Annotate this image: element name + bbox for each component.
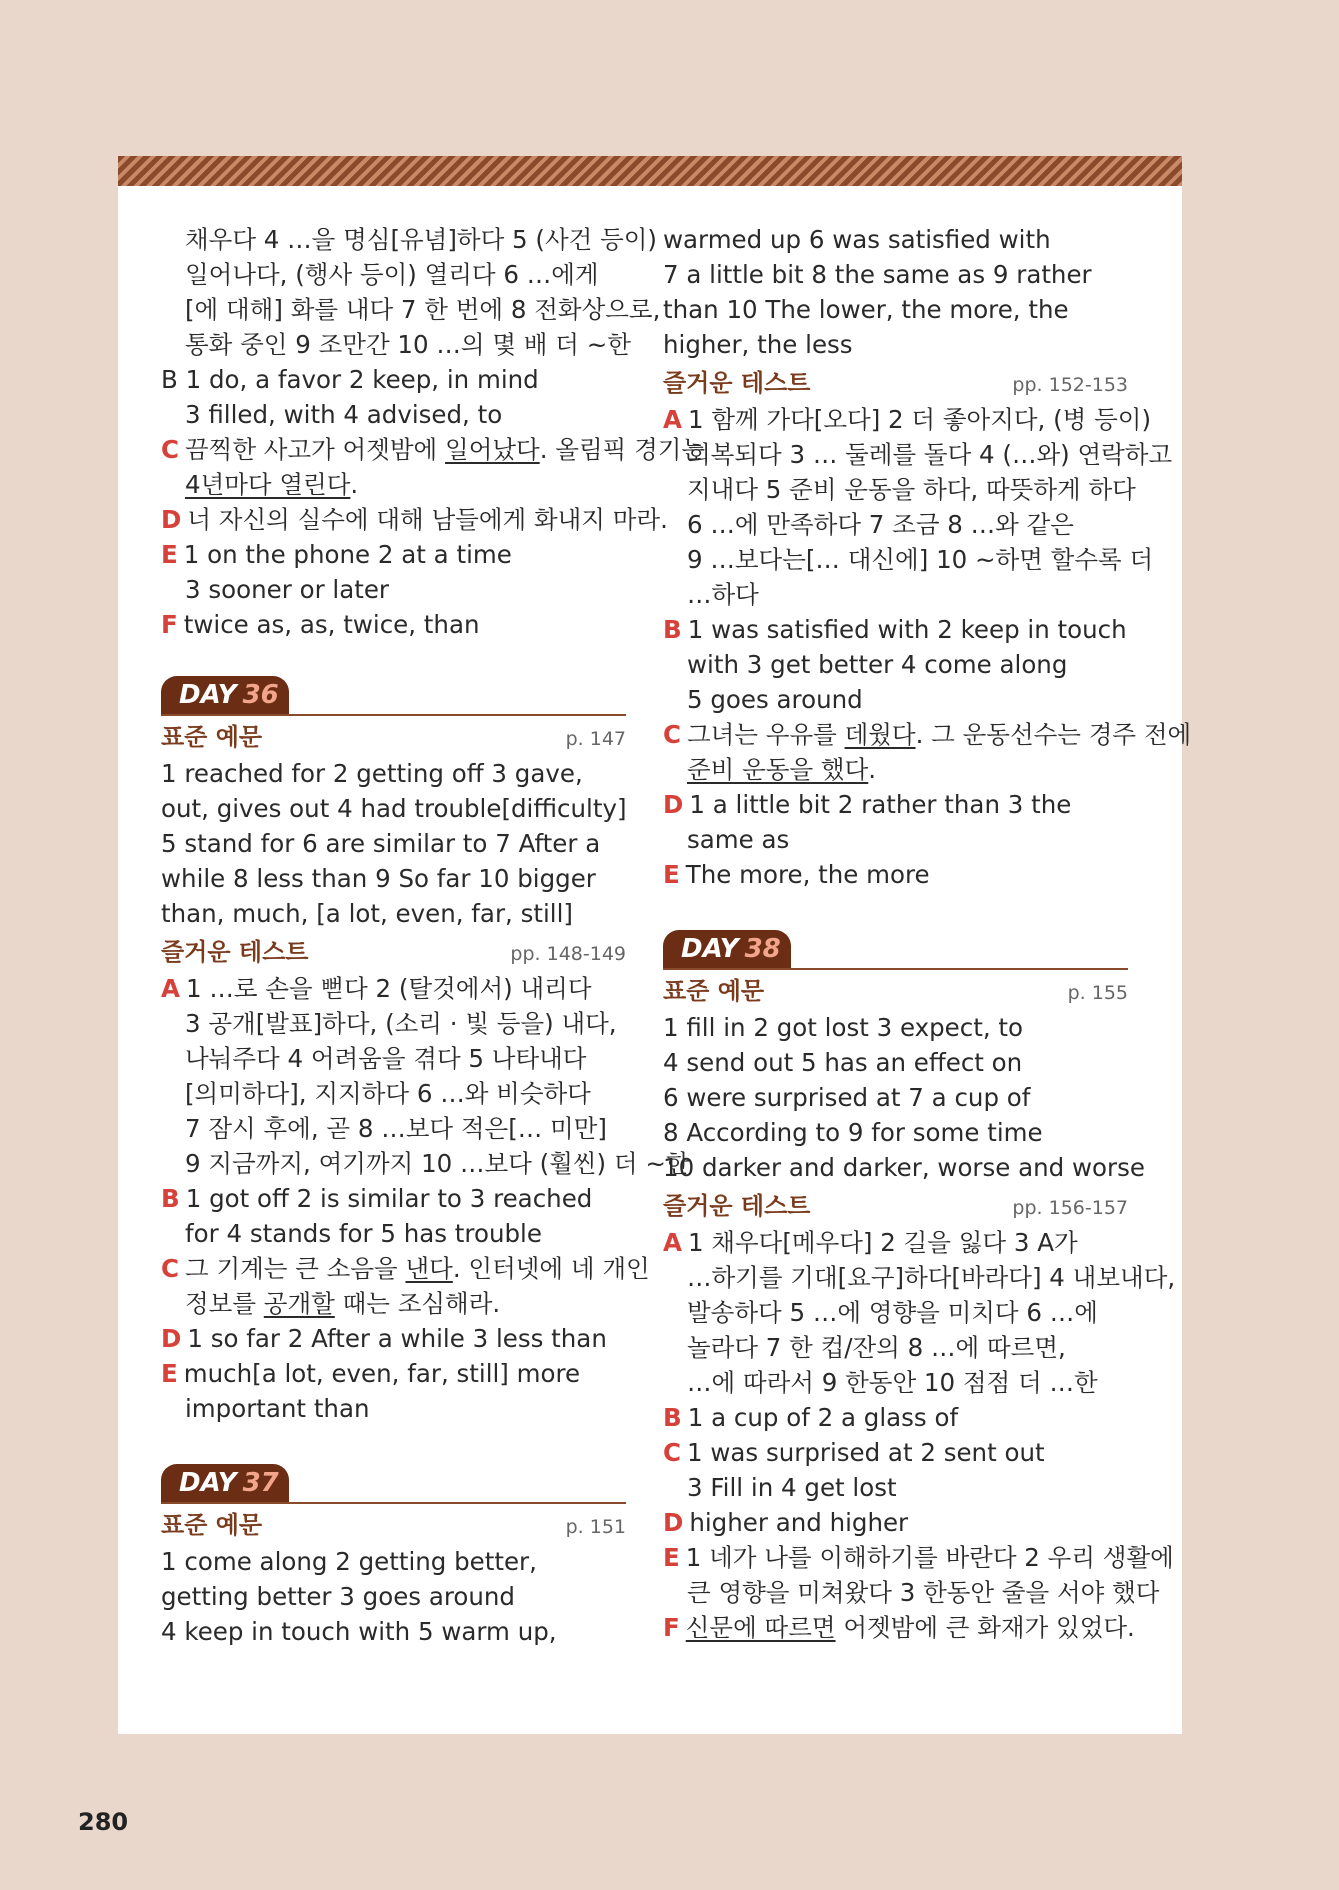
text-line: for 4 stands for 5 has trouble <box>185 1219 542 1248</box>
answer-b: B 1 a cup of 2 a glass of <box>663 1403 959 1432</box>
text-line: 1 reached for 2 getting off 3 gave, <box>161 759 583 788</box>
answer-d: D higher and higher <box>663 1508 909 1537</box>
text-line: 통화 중인 9 조만간 10 …의 몇 배 더 ~한 <box>185 330 631 359</box>
text-line: 3 공개[발표]하다, (소리 · 빛 등을) 내다, <box>185 1009 617 1038</box>
text-line: 1 fill in 2 got lost 3 expect, to <box>663 1013 1023 1042</box>
section-title: 즐거운 테스트 <box>663 1192 811 1220</box>
answer-c: C 1 was surprised at 2 sent out <box>663 1438 1045 1467</box>
text-line: 채우다 4 …을 명심[유념]하다 5 (사건 등이) <box>185 225 657 254</box>
text-line: 5 goes around <box>687 685 863 714</box>
answer-e-cont: 3 sooner or later <box>185 575 390 604</box>
section-title: 표준 예문 <box>663 977 765 1005</box>
text-line: 9 지금까지, 여기까지 10 …보다 (훨씬) 더 ~한 <box>185 1149 690 1178</box>
answer-b: B 1 got off 2 is similar to 3 reached <box>161 1184 593 1213</box>
text-line: [의미하다], 지지하다 6 …와 비슷하다 <box>185 1079 591 1108</box>
text-line: …하다 <box>687 580 759 609</box>
section-page: pp. 148-149 <box>510 943 626 965</box>
section-title: 즐거운 테스트 <box>663 369 811 397</box>
text-line: 6 …에 만족하다 7 조금 8 …와 같은 <box>687 510 1074 539</box>
text-line: 4 send out 5 has an effect on <box>663 1048 1023 1077</box>
text-line: …하기를 기대[요구]하다[바라다] 4 내보내다, <box>687 1263 1176 1292</box>
answer-e: E 1 on the phone 2 at a time <box>161 540 512 569</box>
day37-test-header <box>663 366 1128 402</box>
answer-d: D 1 so far 2 After a while 3 less than <box>161 1324 607 1353</box>
text-line: getting better 3 goes around <box>161 1582 515 1611</box>
text-line: than, much, [a lot, even, far, still] <box>161 899 573 928</box>
answer-e: E much[a lot, even, far, still] more <box>161 1359 581 1388</box>
section-page: p. 147 <box>565 728 626 750</box>
text-line: 9 …보다는[… 대신에] 10 ~하면 할수록 더 <box>687 545 1154 574</box>
text-line: …에 따라서 9 한동안 10 점점 더 …한 <box>687 1368 1098 1397</box>
section-page: p. 155 <box>1067 982 1128 1004</box>
text-line: 7 a little bit 8 the same as 9 rather <box>663 260 1092 289</box>
text-line: 5 stand for 6 are similar to 7 After a <box>161 829 601 858</box>
text-line: 3 Fill in 4 get lost <box>687 1473 897 1502</box>
answer-c: C 그녀는 우유를 데웠다. 그 운동선수는 경주 전에 <box>663 720 1192 749</box>
answer-d: D 너 자신의 실수에 대해 남들에게 화내지 마라. <box>161 505 668 534</box>
text-line: 놀라다 7 한 컵/잔의 8 …에 따르면, <box>687 1333 1066 1362</box>
text-line: [에 대해] 화를 내다 7 한 번에 8 전화상으로, <box>185 295 661 324</box>
answer-f: F 신문에 따르면 어젯밤에 큰 화재가 있었다. <box>663 1613 1135 1642</box>
text-line: 4 keep in touch with 5 warm up, <box>161 1617 557 1646</box>
text-line: out, gives out 4 had trouble[difficulty] <box>161 794 627 823</box>
page-number: 280 <box>78 1808 129 1836</box>
answer-b: B 1 was satisfied with 2 keep in touch <box>663 615 1127 644</box>
text-line: 나눠주다 4 어려움을 겪다 5 나타내다 <box>185 1044 587 1073</box>
answer-c-cont: 4년마다 열린다. <box>185 470 359 499</box>
text-line: 6 were surprised at 7 a cup of <box>663 1083 1031 1112</box>
day37-tab: DAY 37 <box>161 1464 289 1502</box>
section-page: p. 151 <box>565 1516 626 1538</box>
day38-heading <box>663 926 1128 970</box>
left-column <box>161 222 706 1649</box>
text-line: while 8 less than 9 So far 10 bigger <box>161 864 596 893</box>
answer-e: E 1 네가 나를 이해하기를 바란다 2 우리 생활에 <box>663 1543 1174 1572</box>
answer-e: E The more, the more <box>663 860 930 889</box>
text-line: higher, the less <box>663 330 853 359</box>
text-line: than 10 The lower, the more, the <box>663 295 1069 324</box>
day36-tab: DAY 36 <box>161 676 289 714</box>
section-title: 표준 예문 <box>161 1511 263 1539</box>
text-line: 8 According to 9 for some time <box>663 1118 1043 1147</box>
day38-standard-header <box>663 974 1128 1010</box>
answer-a: A 1 …로 손을 뻗다 2 (탈것에서) 내리다 <box>161 974 592 1003</box>
day38-tab: DAY 38 <box>663 930 791 968</box>
text-line: warmed up 6 was satisfied with <box>663 225 1051 254</box>
day38-test-header <box>663 1189 1128 1225</box>
text-line: important than <box>185 1394 370 1423</box>
answer-c: C 끔찍한 사고가 어젯밤에 일어났다. 올림픽 경기는 <box>161 435 706 464</box>
section-title: 표준 예문 <box>161 723 263 751</box>
answer-b-cont: 3 filled, with 4 advised, to <box>185 400 503 429</box>
text-line: 정보를 공개할 때는 조심해라. <box>185 1289 501 1318</box>
right-column <box>663 222 1192 1645</box>
text-line: 10 darker and darker, worse and worse <box>663 1153 1145 1182</box>
day36-test-header <box>161 935 626 971</box>
answer-f: F twice as, as, twice, than <box>161 610 480 639</box>
header-stripe <box>118 156 1182 186</box>
text-line: 큰 영향을 미쳐왔다 3 한동안 줄을 서야 했다 <box>687 1578 1160 1607</box>
answer-d: D 1 a little bit 2 rather than 3 the <box>663 790 1072 819</box>
text-line: with 3 get better 4 come along <box>687 650 1068 679</box>
day37-heading <box>161 1460 626 1504</box>
section-title: 즐거운 테스트 <box>161 938 309 966</box>
answer-a: A 1 채우다[메우다] 2 길을 잃다 3 A가 <box>663 1228 1078 1257</box>
text-line: 준비 운동을 했다. <box>687 755 877 784</box>
day37-standard-header <box>161 1508 626 1544</box>
text-line: same as <box>687 825 790 854</box>
text-line: 1 come along 2 getting better, <box>161 1547 537 1576</box>
text-line: 회복되다 3 … 둘레를 돌다 4 (…와) 연락하고 <box>687 440 1173 469</box>
section-page: pp. 156-157 <box>1012 1197 1128 1219</box>
section-page: pp. 152-153 <box>1012 374 1128 396</box>
answer-a: A 1 함께 가다[오다] 2 더 좋아지다, (병 등이) <box>663 405 1152 434</box>
text-line: 일어나다, (행사 등이) 열리다 6 …에게 <box>185 260 599 289</box>
day36-standard-header <box>161 720 626 756</box>
answer-b: B 1 do, a favor 2 keep, in mind <box>161 365 539 394</box>
text-line: 7 잠시 후에, 곧 8 …보다 적은[… 미만] <box>185 1114 607 1143</box>
text-line: 발송하다 5 …에 영향을 미치다 6 …에 <box>687 1298 1098 1327</box>
text-line: 지내다 5 준비 운동을 하다, 따뜻하게 하다 <box>687 475 1136 504</box>
day36-heading <box>161 672 626 716</box>
answer-c: C 그 기계는 큰 소음을 낸다. 인터넷에 네 개인 <box>161 1254 650 1283</box>
